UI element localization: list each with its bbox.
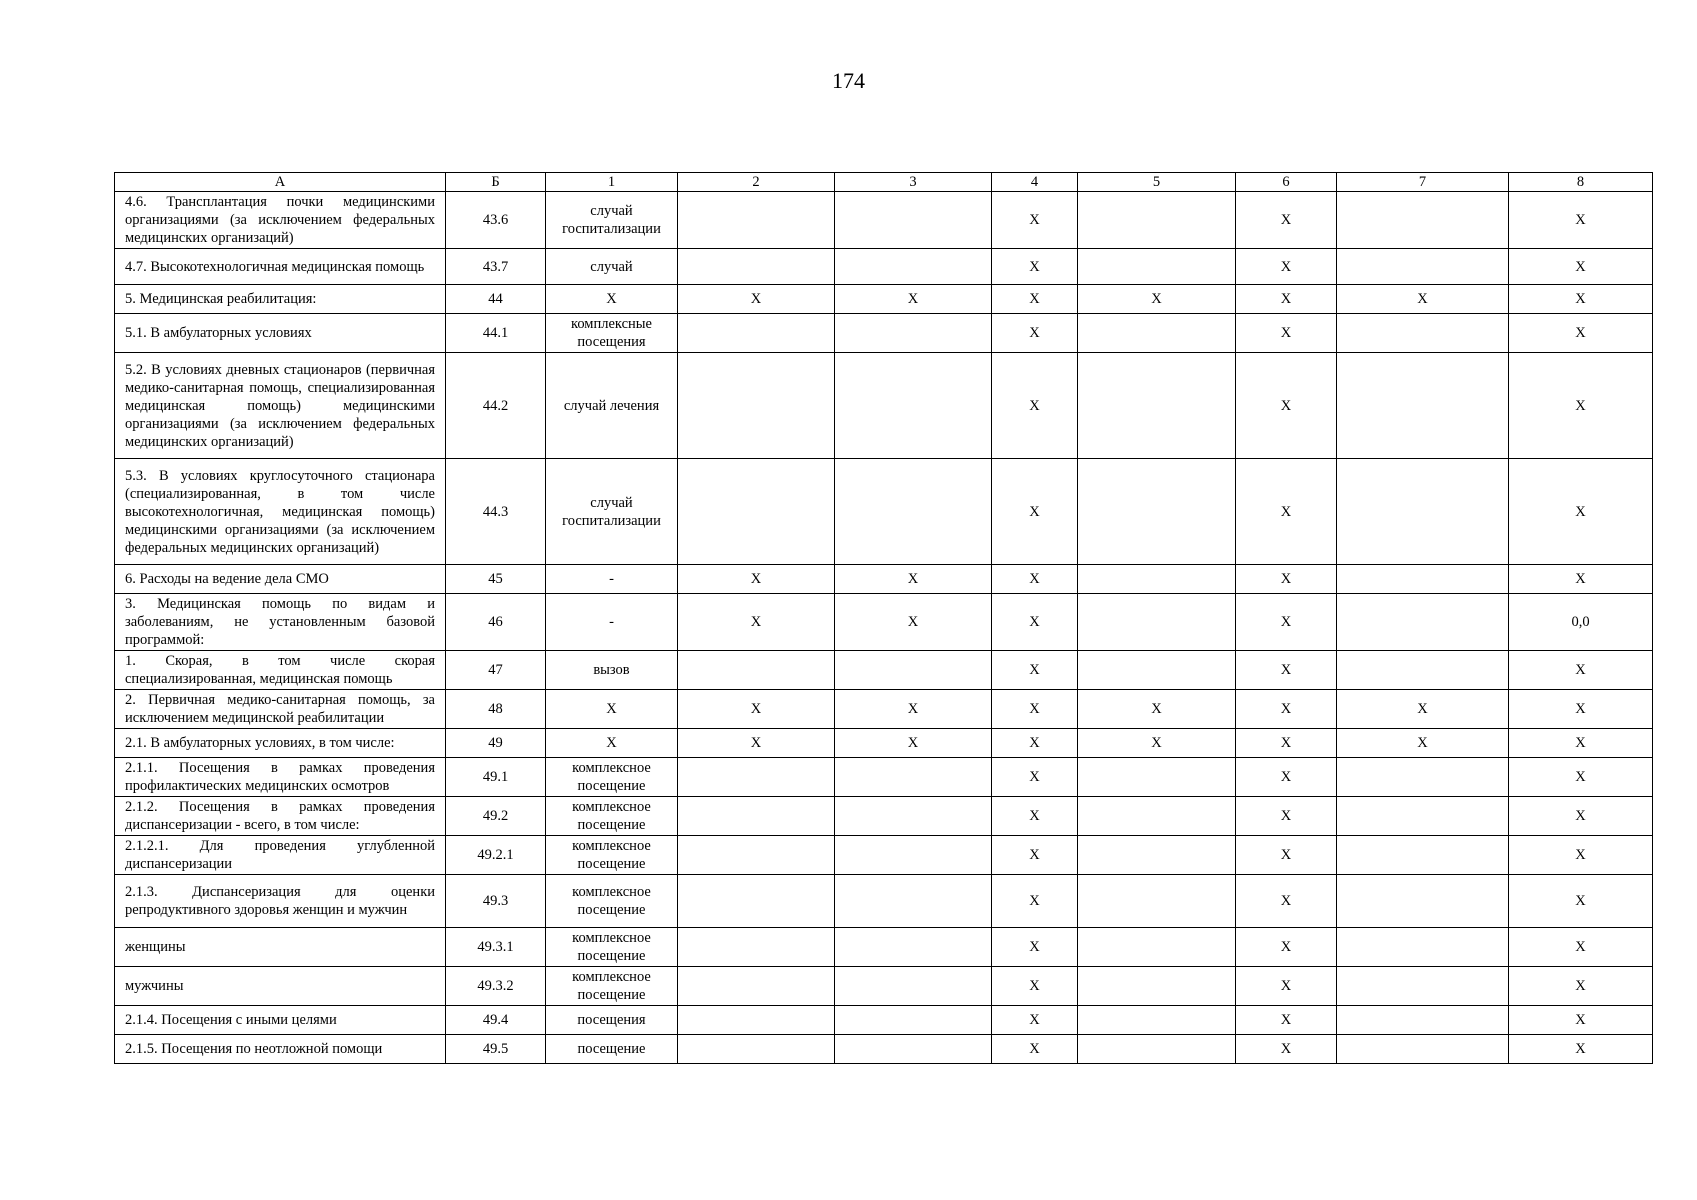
col-3-cell [835,797,992,836]
row-code-cell: 49.5 [446,1035,546,1064]
col-5-cell [1078,928,1236,967]
row-unit-cell: случай госпитализации [546,459,678,565]
col-2-cell [678,836,835,875]
col-4-cell: Х [992,1035,1078,1064]
row-unit-cell: случай лечения [546,353,678,459]
col-7-cell [1337,928,1509,967]
col-4-cell: Х [992,928,1078,967]
col-8-cell: Х [1509,459,1653,565]
col-2-cell [678,1035,835,1064]
table-row [115,690,1653,729]
col-7-cell: Х [1337,729,1509,758]
col-3-cell [835,928,992,967]
col-6-cell: Х [1236,758,1337,797]
row-name-cell: 2.1.4. Посещения с иными целями [115,1006,446,1035]
row-name-cell: 5.3. В условиях круглосуточного стационара (специализированная, в том числе высокотехнологичная, медицинская помощь) медицинскими организациями (за исключением федеральных медицинских организаций) [115,459,446,565]
row-unit-cell: комплексное посещение [546,836,678,875]
header-cell-4: 4 [992,173,1078,192]
col-5-cell [1078,1035,1236,1064]
col-7-cell [1337,314,1509,353]
col-2-cell [678,1006,835,1035]
row-unit-cell: комплексное посещение [546,758,678,797]
table-row [115,967,1653,1006]
row-code-cell: 44.3 [446,459,546,565]
row-code-cell: 46 [446,594,546,651]
col-4-cell: Х [992,192,1078,249]
row-code-cell: 49.3.1 [446,928,546,967]
col-5-cell: Х [1078,690,1236,729]
row-name-cell: женщины [115,928,446,967]
row-unit-cell: - [546,594,678,651]
col-2-cell: Х [678,285,835,314]
col-5-cell [1078,758,1236,797]
col-3-cell [835,1006,992,1035]
col-5-cell [1078,249,1236,285]
col-8-cell: Х [1509,928,1653,967]
table-row [115,651,1653,690]
col-4-cell: Х [992,797,1078,836]
page-number: 174 [832,68,865,93]
col-3-cell: Х [835,729,992,758]
col-5-cell: Х [1078,729,1236,758]
col-2-cell: Х [678,565,835,594]
row-unit-cell: вызов [546,651,678,690]
col-7-cell: Х [1337,285,1509,314]
col-7-cell [1337,353,1509,459]
col-8-cell: Х [1509,836,1653,875]
col-7-cell [1337,459,1509,565]
row-code-cell: 49.1 [446,758,546,797]
col-5-cell [1078,797,1236,836]
table-row [115,565,1653,594]
col-4-cell: Х [992,594,1078,651]
col-4-cell: Х [992,565,1078,594]
table-row [115,797,1653,836]
col-8-cell: Х [1509,967,1653,1006]
row-name-cell: 4.6. Трансплантация почки медицинскими организациями (за исключением федеральных медицинских организаций) [115,192,446,249]
col-8-cell: Х [1509,729,1653,758]
col-7-cell [1337,1035,1509,1064]
col-6-cell: Х [1236,594,1337,651]
col-5-cell [1078,565,1236,594]
col-8-cell: Х [1509,353,1653,459]
col-6-cell: Х [1236,1035,1337,1064]
header-cell-7: 7 [1337,173,1509,192]
row-name-cell: 5.2. В условиях дневных стационаров (первичная медико-санитарная помощь, специализированная медицинская помощь) медицинскими организациями (за исключением федеральных медицинских организаций) [115,353,446,459]
col-2-cell [678,314,835,353]
col-6-cell: Х [1236,690,1337,729]
col-6-cell: Х [1236,353,1337,459]
header-cell-2: 2 [678,173,835,192]
row-name-cell: 2.1.1. Посещения в рамках проведения профилактических медицинских осмотров [115,758,446,797]
table-row [115,758,1653,797]
row-unit-cell: комплексные посещения [546,314,678,353]
col-2-cell [678,967,835,1006]
col-2-cell: Х [678,729,835,758]
row-unit-cell: Х [546,729,678,758]
col-5-cell [1078,967,1236,1006]
row-name-cell: 2.1.2. Посещения в рамках проведения диспансеризации - всего, в том числе: [115,797,446,836]
col-3-cell [835,875,992,928]
row-name-cell: 5. Медицинская реабилитация: [115,285,446,314]
col-4-cell: Х [992,690,1078,729]
col-3-cell: Х [835,594,992,651]
col-7-cell: Х [1337,690,1509,729]
col-6-cell: Х [1236,928,1337,967]
table-row [115,729,1653,758]
col-7-cell [1337,797,1509,836]
col-3-cell: Х [835,690,992,729]
row-code-cell: 44.1 [446,314,546,353]
table-row [115,928,1653,967]
col-5-cell [1078,314,1236,353]
col-8-cell: Х [1509,1035,1653,1064]
col-8-cell: Х [1509,875,1653,928]
row-unit-cell: комплексное посещение [546,928,678,967]
col-4-cell: Х [992,729,1078,758]
table-row [115,875,1653,928]
col-5-cell [1078,875,1236,928]
row-code-cell: 48 [446,690,546,729]
col-5-cell [1078,353,1236,459]
col-2-cell [678,192,835,249]
col-8-cell: Х [1509,651,1653,690]
col-7-cell [1337,967,1509,1006]
col-6-cell: Х [1236,249,1337,285]
col-2-cell [678,758,835,797]
col-8-cell: Х [1509,690,1653,729]
col-5-cell [1078,192,1236,249]
col-7-cell [1337,249,1509,285]
col-7-cell [1337,192,1509,249]
row-name-cell: 2.1.3. Диспансеризация для оценки репродуктивного здоровья женщин и мужчин [115,875,446,928]
row-unit-cell: посещения [546,1006,678,1035]
row-name-cell: 2.1. В амбулаторных условиях, в том числе: [115,729,446,758]
row-name-cell: мужчины [115,967,446,1006]
row-code-cell: 43.7 [446,249,546,285]
table-row [115,192,1653,249]
col-2-cell [678,249,835,285]
col-7-cell [1337,1006,1509,1035]
col-7-cell [1337,651,1509,690]
row-name-cell: 5.1. В амбулаторных условиях [115,314,446,353]
col-8-cell: Х [1509,285,1653,314]
col-3-cell [835,353,992,459]
col-4-cell: Х [992,875,1078,928]
col-5-cell [1078,594,1236,651]
col-6-cell: Х [1236,565,1337,594]
header-cell-5: 5 [1078,173,1236,192]
row-unit-cell: Х [546,690,678,729]
col-5-cell [1078,651,1236,690]
col-4-cell: Х [992,249,1078,285]
col-2-cell: Х [678,594,835,651]
col-6-cell: Х [1236,459,1337,565]
row-unit-cell: случай госпитализации [546,192,678,249]
col-4-cell: Х [992,836,1078,875]
col-6-cell: Х [1236,729,1337,758]
col-8-cell: Х [1509,797,1653,836]
row-code-cell: 44 [446,285,546,314]
header-cell-1: 1 [546,173,678,192]
row-unit-cell: посещение [546,1035,678,1064]
col-3-cell [835,192,992,249]
col-7-cell [1337,836,1509,875]
col-4-cell: Х [992,1006,1078,1035]
table-row [115,1035,1653,1064]
row-name-cell: 2.1.2.1. Для проведения углубленной диспансеризации [115,836,446,875]
col-4-cell: Х [992,967,1078,1006]
row-code-cell: 49.3.2 [446,967,546,1006]
col-7-cell [1337,875,1509,928]
col-3-cell [835,314,992,353]
row-name-cell: 6. Расходы на ведение дела СМО [115,565,446,594]
row-name-cell: 4.7. Высокотехнологичная медицинская помощь [115,249,446,285]
col-4-cell: Х [992,651,1078,690]
col-7-cell [1337,565,1509,594]
row-code-cell: 49.2 [446,797,546,836]
col-4-cell: Х [992,314,1078,353]
col-4-cell: Х [992,353,1078,459]
table-row [115,314,1653,353]
table-header-row [115,173,1653,192]
row-unit-cell: комплексное посещение [546,797,678,836]
row-name-cell: 3. Медицинская помощь по видам и заболеваниям, не установленным базовой программой: [115,594,446,651]
row-code-cell: 49.4 [446,1006,546,1035]
col-5-cell [1078,836,1236,875]
col-4-cell: Х [992,285,1078,314]
col-7-cell [1337,758,1509,797]
col-8-cell: Х [1509,314,1653,353]
col-6-cell: Х [1236,314,1337,353]
col-8-cell: Х [1509,1006,1653,1035]
row-name-cell: 1. Скорая, в том числе скорая специализированная, медицинская помощь [115,651,446,690]
row-code-cell: 45 [446,565,546,594]
col-4-cell: Х [992,758,1078,797]
row-unit-cell: комплексное посещение [546,967,678,1006]
col-5-cell: Х [1078,285,1236,314]
header-cell-8: 8 [1509,173,1653,192]
col-6-cell: Х [1236,651,1337,690]
data-table [114,172,1653,1064]
col-2-cell [678,651,835,690]
row-unit-cell: комплексное посещение [546,875,678,928]
row-code-cell: 49.3 [446,875,546,928]
col-6-cell: Х [1236,967,1337,1006]
col-2-cell [678,459,835,565]
col-3-cell: Х [835,285,992,314]
row-code-cell: 43.6 [446,192,546,249]
header-cell-3: 3 [835,173,992,192]
col-3-cell [835,459,992,565]
table-row [115,459,1653,565]
col-6-cell: Х [1236,285,1337,314]
col-6-cell: Х [1236,797,1337,836]
col-8-cell: Х [1509,565,1653,594]
row-unit-cell: - [546,565,678,594]
table-body [115,192,1653,1064]
col-2-cell [678,928,835,967]
col-4-cell: Х [992,459,1078,565]
header-cell-b: Б [446,173,546,192]
table-row [115,836,1653,875]
col-8-cell: Х [1509,192,1653,249]
col-8-cell: Х [1509,758,1653,797]
row-code-cell: 49.2.1 [446,836,546,875]
col-3-cell [835,651,992,690]
col-3-cell [835,1035,992,1064]
col-7-cell [1337,594,1509,651]
col-6-cell: Х [1236,192,1337,249]
table-row [115,594,1653,651]
col-5-cell [1078,459,1236,565]
header-cell-a: А [115,173,446,192]
header-cell-6: 6 [1236,173,1337,192]
col-6-cell: Х [1236,1006,1337,1035]
col-8-cell: Х [1509,249,1653,285]
row-unit-cell: Х [546,285,678,314]
table-row [115,1006,1653,1035]
row-name-cell: 2.1.5. Посещения по неотложной помощи [115,1035,446,1064]
col-3-cell: Х [835,565,992,594]
col-3-cell [835,967,992,1006]
row-code-cell: 44.2 [446,353,546,459]
row-name-cell: 2. Первичная медико-санитарная помощь, за исключением медицинской реабилитации [115,690,446,729]
table-row [115,353,1653,459]
row-code-cell: 49 [446,729,546,758]
col-5-cell [1078,1006,1236,1035]
row-code-cell: 47 [446,651,546,690]
row-unit-cell: случай [546,249,678,285]
col-2-cell [678,353,835,459]
col-2-cell [678,875,835,928]
col-3-cell [835,836,992,875]
table-row [115,249,1653,285]
col-6-cell: Х [1236,875,1337,928]
col-3-cell [835,758,992,797]
col-6-cell: Х [1236,836,1337,875]
col-2-cell: Х [678,690,835,729]
col-3-cell [835,249,992,285]
table-row [115,285,1653,314]
col-8-cell: 0,0 [1509,594,1653,651]
col-2-cell [678,797,835,836]
